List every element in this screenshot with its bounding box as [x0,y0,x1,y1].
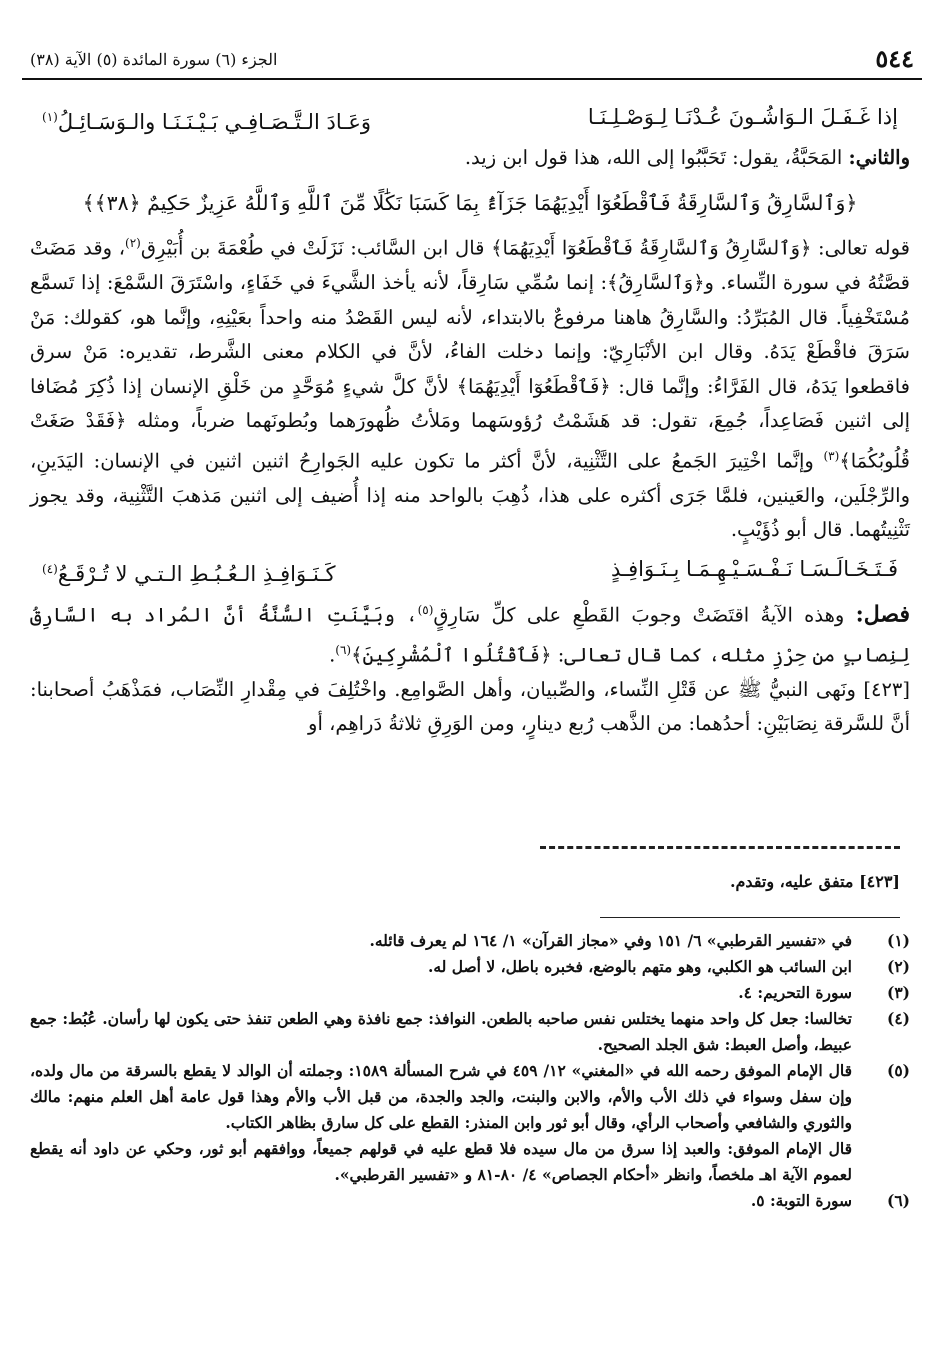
footnote-text: تخالسا: جعل كل واحد منهما يختلس نفس صاحبه بالطعن. النوافذ: جمع نافذة وهي الطعن تنفذ حتى يكون لها رأسان. عُبُط: جمع عبيط، وأصل العبط: شق الجلد الصحيح. [30,1009,852,1054]
poetry-verse-2 [30,552,910,591]
footnote [30,1188,910,1214]
hadith-note: [٤٢٣] متفق عليه، وتقدم. [729,872,900,891]
footnote [30,980,910,1006]
footnote-text: قال الإمام الموفق رحمه الله في «المغني» ١٢/ ٤٥٩ في شرح المسألة ١٥٨٩: وجملته أن الوالد لا يقطع بالسرقة من مال ولده، وإن سفل وسواء في ذلك الأب والأم، والابن والبنت، والجد والجدة، من قبل الأب والأم وهذا قول عامة أهل العلم منهم: مالك والثوري والشافعي وأصحاب الرأي، وقال أبو ثور وابن المنذر: القطع على كل سارق بظاهر الكتاب. قال الإمام الموفق: والعبد إذا سرق من مال سيده فلا قطع عليه في قولهم جميعاً، ووافقهم أبو ثور، وحكي عن داود أنه يقطع لعموم الآية اهـ ملخصاً، وانظر «أحكام الجصاص» ٤/ ٨٠-٨١ و «تفسير القرطبي». [30,1061,853,1184]
footnote-ref-4: (٤) [42,561,58,576]
paragraph-fasl: فصل: وهذه الآيةُ اقتَضَتْ وجوبَ القَطْعِ على كلِّ سَارِقٍ$^{(٥)}$، وبَيَّنَتِ السُّنَّةُ أنَّ المُراد به السَّارِقُ لِنِصابٍ من حِرْزِ مثله، كما قال تعالى: ﴿فَٱقْتُلُوا ٱلْمُشْرِكِينَ﴾$^{(٦)}$. [30,601,910,666]
footnote-ref-1: (١) [42,110,58,124]
paragraph-hadith: [٤٢٣] ونَهى النبيُّ ﷺ عن قَتْلِ النِّساء، والصِّبيان، وأهل الصَّوامِع. واخْتُلِفَ في مِقْدارِ النِّصَاب، فمَذْهَبُ أصحابنا: أنَّ للسَّرقة نِصَابَيْنِ: أحدُهما: من الذَّهب رُبع دينارٍ، ومن الوَرِقِ ثلاثةُ دَراهِم، أو [30,677,910,735]
paragraph-second-meaning: والثاني: المَحَبَّةُ، يقول: تَحَبَّبُوا إلى الله، هذا قول ابن زيد. [464,146,910,169]
footnote-ref-3: (٣) [823,448,840,463]
hadith-divider [540,846,900,849]
footnote-text: ابن السائب هو الكلبي، وهو متهم بالوضع، فخبره باطل، لا أصل له. [427,957,852,976]
footnote-text: في «تفسير القرطبي» ٦/ ١٥١ وفي «مجاز القرآن» ١/ ١٦٤ لم يعرف قائله. [369,931,852,950]
footnote-continuation: قال الإمام الموفق: والعبد إذا سرق من مال سيده فلا قطع عليه في قولهم جميعاً، ووافقهم أبو ثور، وحكي عن داود أنه يقطع لعموم الآية اهـ ملخصاً، وانظر «أحكام الجصاص» ٤/ ٨٠-٨١ و «تفسير القرطبي». [30,1139,852,1184]
footnote-number: (٣) [886,983,910,1002]
footnote-ref-2: (٢) [125,236,141,250]
running-head: الجزء (٦) سورة المائدة (٥) الآية (٣٨) [30,50,278,69]
poetry-verse-1 [30,100,910,139]
verse-1-second-hemistich: وَعَـادَ الـتَّـصَـافِـي بَـيْـنَـنَـا والـوَسَـائِـلُ$^{(١)}$ [42,110,372,134]
footnote [30,954,910,980]
footnote-text: سورة التحريم: ٤. [738,983,852,1002]
verse-2-first-hemistich: فَـتَـخَـالَـسَـا نَـفْـسَـيْـهِـمَـا بِـنَـوَافِـذٍ [610,556,898,581]
paragraph-commentary: قوله تعالى: ﴿وَٱلسَّارِقُ وَٱلسَّارِقَةُ فَٱقْطَعُوٓا أَيْدِيَهُمَا﴾ قال ابن السَّائب: نَزَلَتْ في طُعْمَةَ بن أُبَيْرِق$^{(٢)}$، وقد مَضَتْ قصَّتُهُ في سورة النِّساء. و﴿وَٱلسَّارِقُ﴾: إنما سُمِّي سَارِقاً، لأنه يأخذ الشَّيءَ في خَفَاءٍ، واسْتَرَقَ السَّمْعَ: إذا تَسمَّع مُسْتَخْفِياً. قال المُبَرِّدُ: والسَّارِقُ هاهنا مرفوعٌ بالابتداء، لأنه ليس القَصْدُ منه واحداً بعَيْنِهِ، وإنَّما هو، كقولك: مَنْ سَرَقَ فاقْطَعْ يَدَهُ. وقال ابن الأنْبَارِيّ: وإنما دخلت الفاءُ، لأنَّ في الكلام معنى الشَّرط، تقديره: مَنْ سرق فاقطعوا يَدَهُ، قال الفَرَّاءُ: وإنَّما قال: ﴿فَٱقْطَعُوٓا أَيْدِيَهُمَا﴾ لأنَّ كلَّ شيءٍ مُوَحَّدٍ من خَلْقِ الإنسان إذا ذُكِرَ مُضَافا إلى اثنين فَصَاعِداً، جُمِعَ، تقول: قد هَشَمْتُ رُؤوسَهما ومَلأتُ ظُهورَهما وبُطونَهما ضرباً، ومثله ﴿فَقَدْ صَغَتْ قُلُوبُكُمَا﴾$^{(٣)}$ وإنَّما اخْتِيرَ الجَمعُ على التَّثْنِية، لأنَّ أكثر ما تكون عليه الجَوارِحُ اثنين اثنين في الإنسان: اليَدَينِ، والرِّجْلَين، والعَينين، فلمَّا جَرَى أكثره على هذا، ذُهِبَ بالواحد منه إذا أُضيف إلى اثنين مَذهبَ التَّثْنِية، وقد يجوز تَثْنِيتُهما. قال أبو ذُؤَيْبٍ. [30,236,910,541]
footnote [30,928,910,954]
page-header [22,44,922,80]
main-text [30,96,910,742]
footnote [30,1006,910,1058]
second-meaning-label: والثاني: [848,146,910,169]
fasl-label: فصل: [855,601,910,627]
footnote-number: (٢) [886,957,910,976]
footnote-number: (٦) [886,1191,910,1210]
footnote-text: سورة التوبة: ٥. [750,1191,852,1210]
footnote-divider [600,917,900,918]
quran-verse: ﴿وَٱلسَّارِقُ وَٱلسَّارِقَةُ فَٱقْطَعُوٓا أَيْدِيَهُمَا جَزَآءًۢ بِمَا كَسَبَا نَكَٰلًا مِّنَ ٱللَّهِ وَٱللَّهُ عَزِيزٌ حَكِيمٌ ﴿٣٨﴾﴾ [82,190,858,215]
footnote-number: (٥) [886,1061,910,1080]
footnote-number: (٤) [886,1009,910,1028]
footnote-ref-6: (٦) [335,642,352,657]
verse-2-second-hemistich: كَـنَـوَافِـذِ الـعُـبُـطِ الـتـي لا تُـرْقَـعُ$^{(٤)}$ [42,561,336,586]
verse-1-first-hemistich: إذا غَـفَـلَ الـوَاشُـونَ عُـدْنَـا لِـوَصْـلِـنَـا [587,105,898,129]
footnote-number: (١) [886,931,910,950]
page-number: ٥٤٤ [875,44,914,73]
footnote [30,1058,910,1188]
footnotes [30,928,910,1214]
footnote-ref-5: (٥) [417,602,434,617]
